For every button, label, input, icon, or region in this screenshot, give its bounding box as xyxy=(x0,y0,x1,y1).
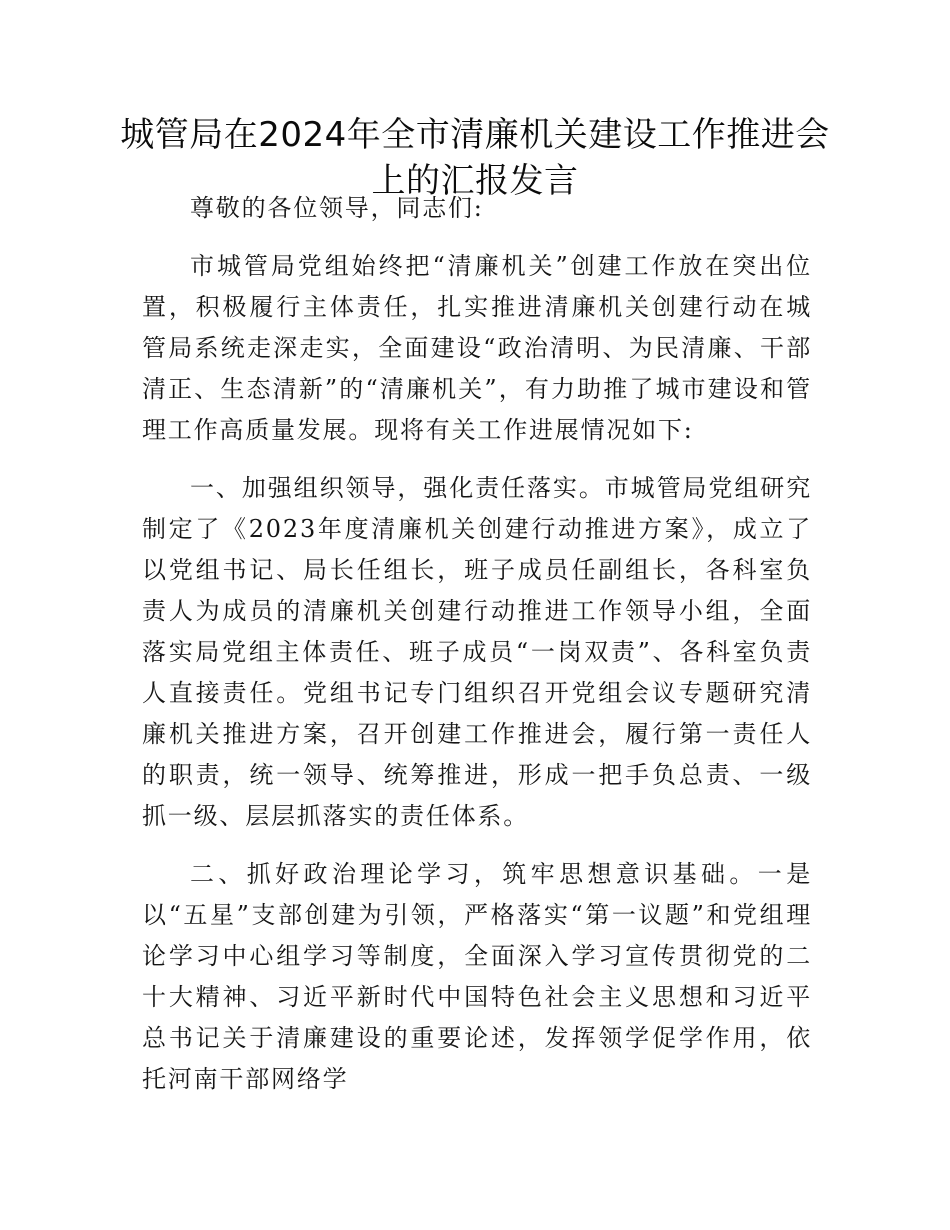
paragraph-section-1: 一、加强组织领导，强化责任落实。市城管局党组研究制定了《2023年度清廉机关创建行动推进方案》，成立了以党组书记、局长任组长，班子成员任副组长，各科室负责人为成员的清廉机关创建行动推进工作领导小组，全面落实局党组主体责任、班子成员“一岗双责”、各科室负责人直接责任。党组书记专门组织召开党组会议专题研究清廉机关推进方案，召开创建工作推进会，履行第一责任人的职责，统一领导、统筹推进，形成一把手负总责、一级抓一级、层层抓落实的责任体系。 xyxy=(142,474,812,830)
document-title: 城管局在2024年全市清廉机关建设工作推进会上的汇报发言 xyxy=(120,115,830,201)
salutation: 尊敬的各位领导，同志们: xyxy=(190,194,484,222)
document-body xyxy=(142,188,812,1117)
paragraph-section-2: 二、抓好政治理论学习，筑牢思想意识基础。一是以“五星”支部创建为引领，严格落实“第一议题”和党组理论学习中心组学习等制度，全面深入学习宣传贯彻党的二十大精神、习近平新时代中国特色社会主义思想和习近平总书记关于清廉建设的重要论述，发挥领学促学作用，依托河南干部网络学 xyxy=(142,860,812,1093)
paragraph-intro: 市城管局党组始终把“清廉机关”创建工作放在突出位置，积极履行主体责任，扎实推进清廉机关创建行动在城管局系统走深走实，全面建设“政治清明、为民清廉、干部清正、生态清新”的“清廉机关”，有力助推了城市建设和管理工作高质量发展。现将有关工作进展情况如下: xyxy=(142,252,812,444)
